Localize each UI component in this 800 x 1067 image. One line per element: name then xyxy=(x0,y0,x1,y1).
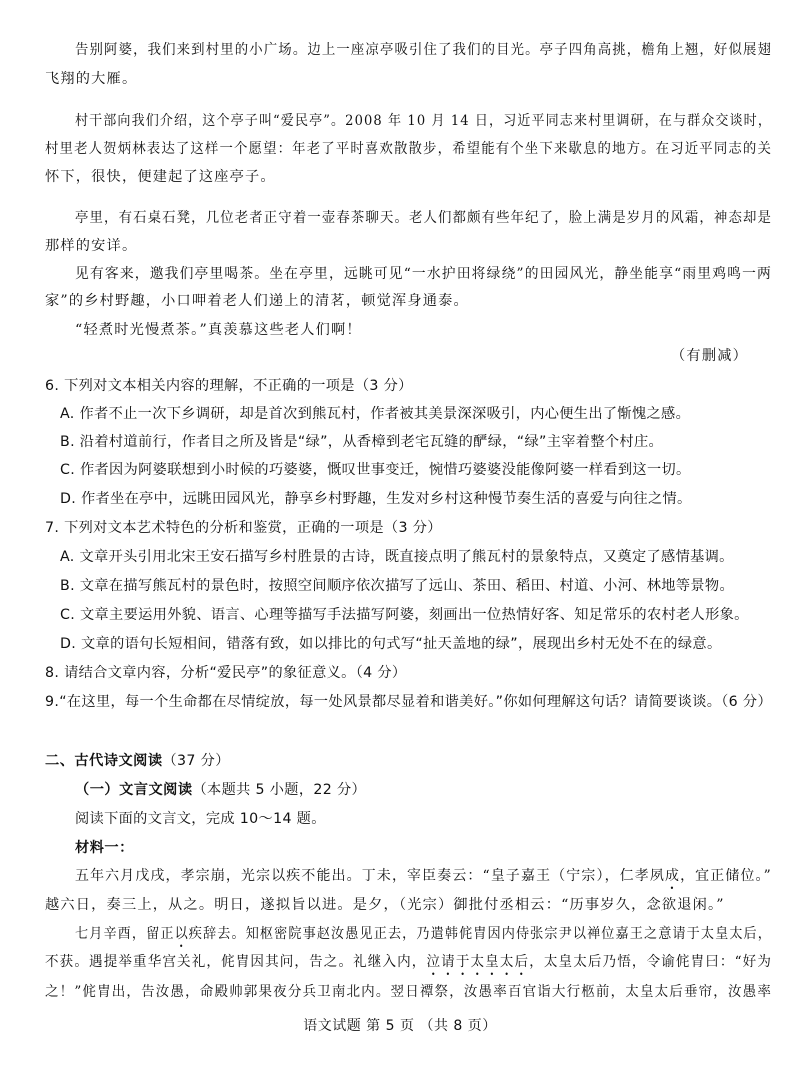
question-7-option-a: A. 文章开头引用北宋王安石描写乡村胜景的古诗，既直接点明了熊瓦村的景象特点，又奠定了感情基调。 xyxy=(60,549,734,565)
abridged-note: （有删减） xyxy=(671,348,748,364)
question-6-option-d: D. 作者坐在亭中，远眺田园风光，静享乡村野趣，生发对乡村这种慢节奏生活的喜爱与向往之情。 xyxy=(60,491,692,507)
emphasis-char: 太 xyxy=(470,954,486,970)
classical-text-segment: 五年六月戊戌，孝宗崩，光宗以疾不能出。丁未，宰臣奏云：“皇子嘉王（宁宗），仁孝夙 xyxy=(75,868,665,884)
material-label: 材料一： xyxy=(75,840,134,856)
question-7-option-b: B. 文章在描写熊瓦村的景色时，按照空间顺序依次描写了远山、茶田、稻田、村道、小河、林地等景物。 xyxy=(60,578,734,594)
passage-line: 那样的安详。 xyxy=(45,238,138,254)
section-2-title: 二、古代诗文阅读 xyxy=(45,753,163,769)
classical-text-line: 之！”侂胄出，告汝愚，命殿帅郭果夜分兵卫南北内。翌日禫祭，汝愚率百官诣大行柩前，太皇太后垂帘，汝愚率 xyxy=(45,984,772,1000)
classical-text-line xyxy=(75,866,772,886)
section-2-score: （37 分） xyxy=(162,753,230,769)
passage-line: 告别阿婆，我们来到村里的小广场。边上一座凉亭吸引住了我们的目光。亭子四角高挑，檐角上翘，好似展翅 xyxy=(75,42,773,58)
emphasis-char: 于 xyxy=(455,954,471,970)
classical-text-segment: 疾辞去。知枢密院事赵汝愚见正去，乃遣韩侂胄因内侍张宗尹以禅位嘉王之意请于太皇太后， xyxy=(188,926,772,942)
classical-text-segment: 不获。遇提举重华宫关礼，侂胄因其问，告之。礼继入内， xyxy=(45,954,427,970)
classical-text-segment: ，宜正储位。” xyxy=(680,868,772,884)
question-7-stem: 7. 下列对文本艺术特色的分析和鉴赏，正确的一项是（3 分） xyxy=(45,520,442,536)
emphasis-char: 太 xyxy=(499,954,515,970)
question-9: 9.“在这里，每一个生命都在尽情绽放，每一处风景都尽显着和谐美好。”你如何理解这句话？请简要谈谈。（6 分） xyxy=(45,694,772,710)
subsection-note: （本题共 5 小题，22 分） xyxy=(192,782,367,798)
passage-line: 村干部向我们介绍，这个亭子叫“爱民亭”。2008 年 10 月 14 日，习近平同志来村里调研，在与群众交谈时， xyxy=(75,113,772,129)
classical-text-segment: 七月辛酉，留正 xyxy=(75,926,175,942)
classical-text-segment: ，太皇太后乃悟，令谕侂胄曰：“好为 xyxy=(529,954,773,970)
classical-text-line: 越六日，奏三上，从之。明日，遂拟旨以进。是夕，（光宗）御批付丞相云：“历事岁久，念欲退闲。” xyxy=(45,897,725,913)
section-2-heading xyxy=(45,751,230,771)
emphasis-char: 成 xyxy=(664,868,681,884)
emphasis-char: 后 xyxy=(514,954,530,970)
passage-line: 飞翔的大雁。 xyxy=(45,71,138,87)
page-footer: 语文试题 第 5 页 （共 8 页） xyxy=(303,1018,497,1034)
question-6-option-c: C. 作者因为阿婆联想到小时候的巧婆婆，慨叹世事变迁，惋惜巧婆婆没能像阿婆一样看到这一切。 xyxy=(60,462,691,478)
passage-line: 见有客来，邀我们亭里喝茶。坐在亭里，远眺可见“一水护田将绿绕”的田园风光，静坐能享“雨里鸡鸣一两 xyxy=(75,266,772,282)
emphasis-char: 请 xyxy=(441,954,456,970)
passage-line: 村里老人贺炳林表达了这样一个愿望：年老了平时喜欢散散步，希望能有个坐下来歇息的地方。在习近平同志的关 xyxy=(45,141,772,157)
question-7-option-c: C. 文章主要运用外貌、语言、心理等描写手法描写阿婆，刻画出一位热情好客、知足常乐的农村老人形象。 xyxy=(60,607,749,623)
subsection-heading xyxy=(75,780,366,800)
question-6-option-a: A. 作者不止一次下乡调研，却是首次到熊瓦村，作者被其美景深深吸引，内心便生出了惭愧之感。 xyxy=(60,406,691,422)
question-7-option-d: D. 文章的语句长短相间，错落有致，如以排比的句式写“扯天盖地的绿”，展现出乡村无处不在的绿意。 xyxy=(60,636,722,652)
emphasis-char: 以 xyxy=(174,926,189,942)
question-6-option-b: B. 沿着村道前行，作者目之所及皆是“绿”，从香樟到老宅瓦缝的酽绿，“绿”主宰着整个村庄。 xyxy=(60,434,664,450)
emphasis-char: 泣 xyxy=(426,954,442,970)
reading-instruction: 阅读下面的文言文，完成 10～14 题。 xyxy=(75,811,326,827)
classical-text-line xyxy=(75,924,772,944)
passage-line: 怀下，很快，便建起了这座亭子。 xyxy=(45,169,276,185)
passage-line: “轻煮时光慢煮茶。”真羡慕这些老人们啊！ xyxy=(75,322,362,338)
emphasis-char: 皇 xyxy=(485,954,500,970)
question-6-stem: 6. 下列对文本相关内容的理解，不正确的一项是（3 分） xyxy=(45,378,413,394)
passage-line: 亭里，有石桌石凳，几位老者正守着一壶春茶聊天。老人们都颇有些年纪了，脸上满是岁月的风霜，神态却是 xyxy=(75,210,773,226)
question-8: 8. 请结合文章内容，分析“爱民亭”的象征意义。（4 分） xyxy=(45,665,407,681)
passage-line: 家”的乡村野趣，小口呷着老人们递上的清茗，顿觉浑身通泰。 xyxy=(45,293,469,309)
classical-text-line xyxy=(45,952,772,972)
subsection-title: （一）文言文阅读 xyxy=(75,782,193,798)
